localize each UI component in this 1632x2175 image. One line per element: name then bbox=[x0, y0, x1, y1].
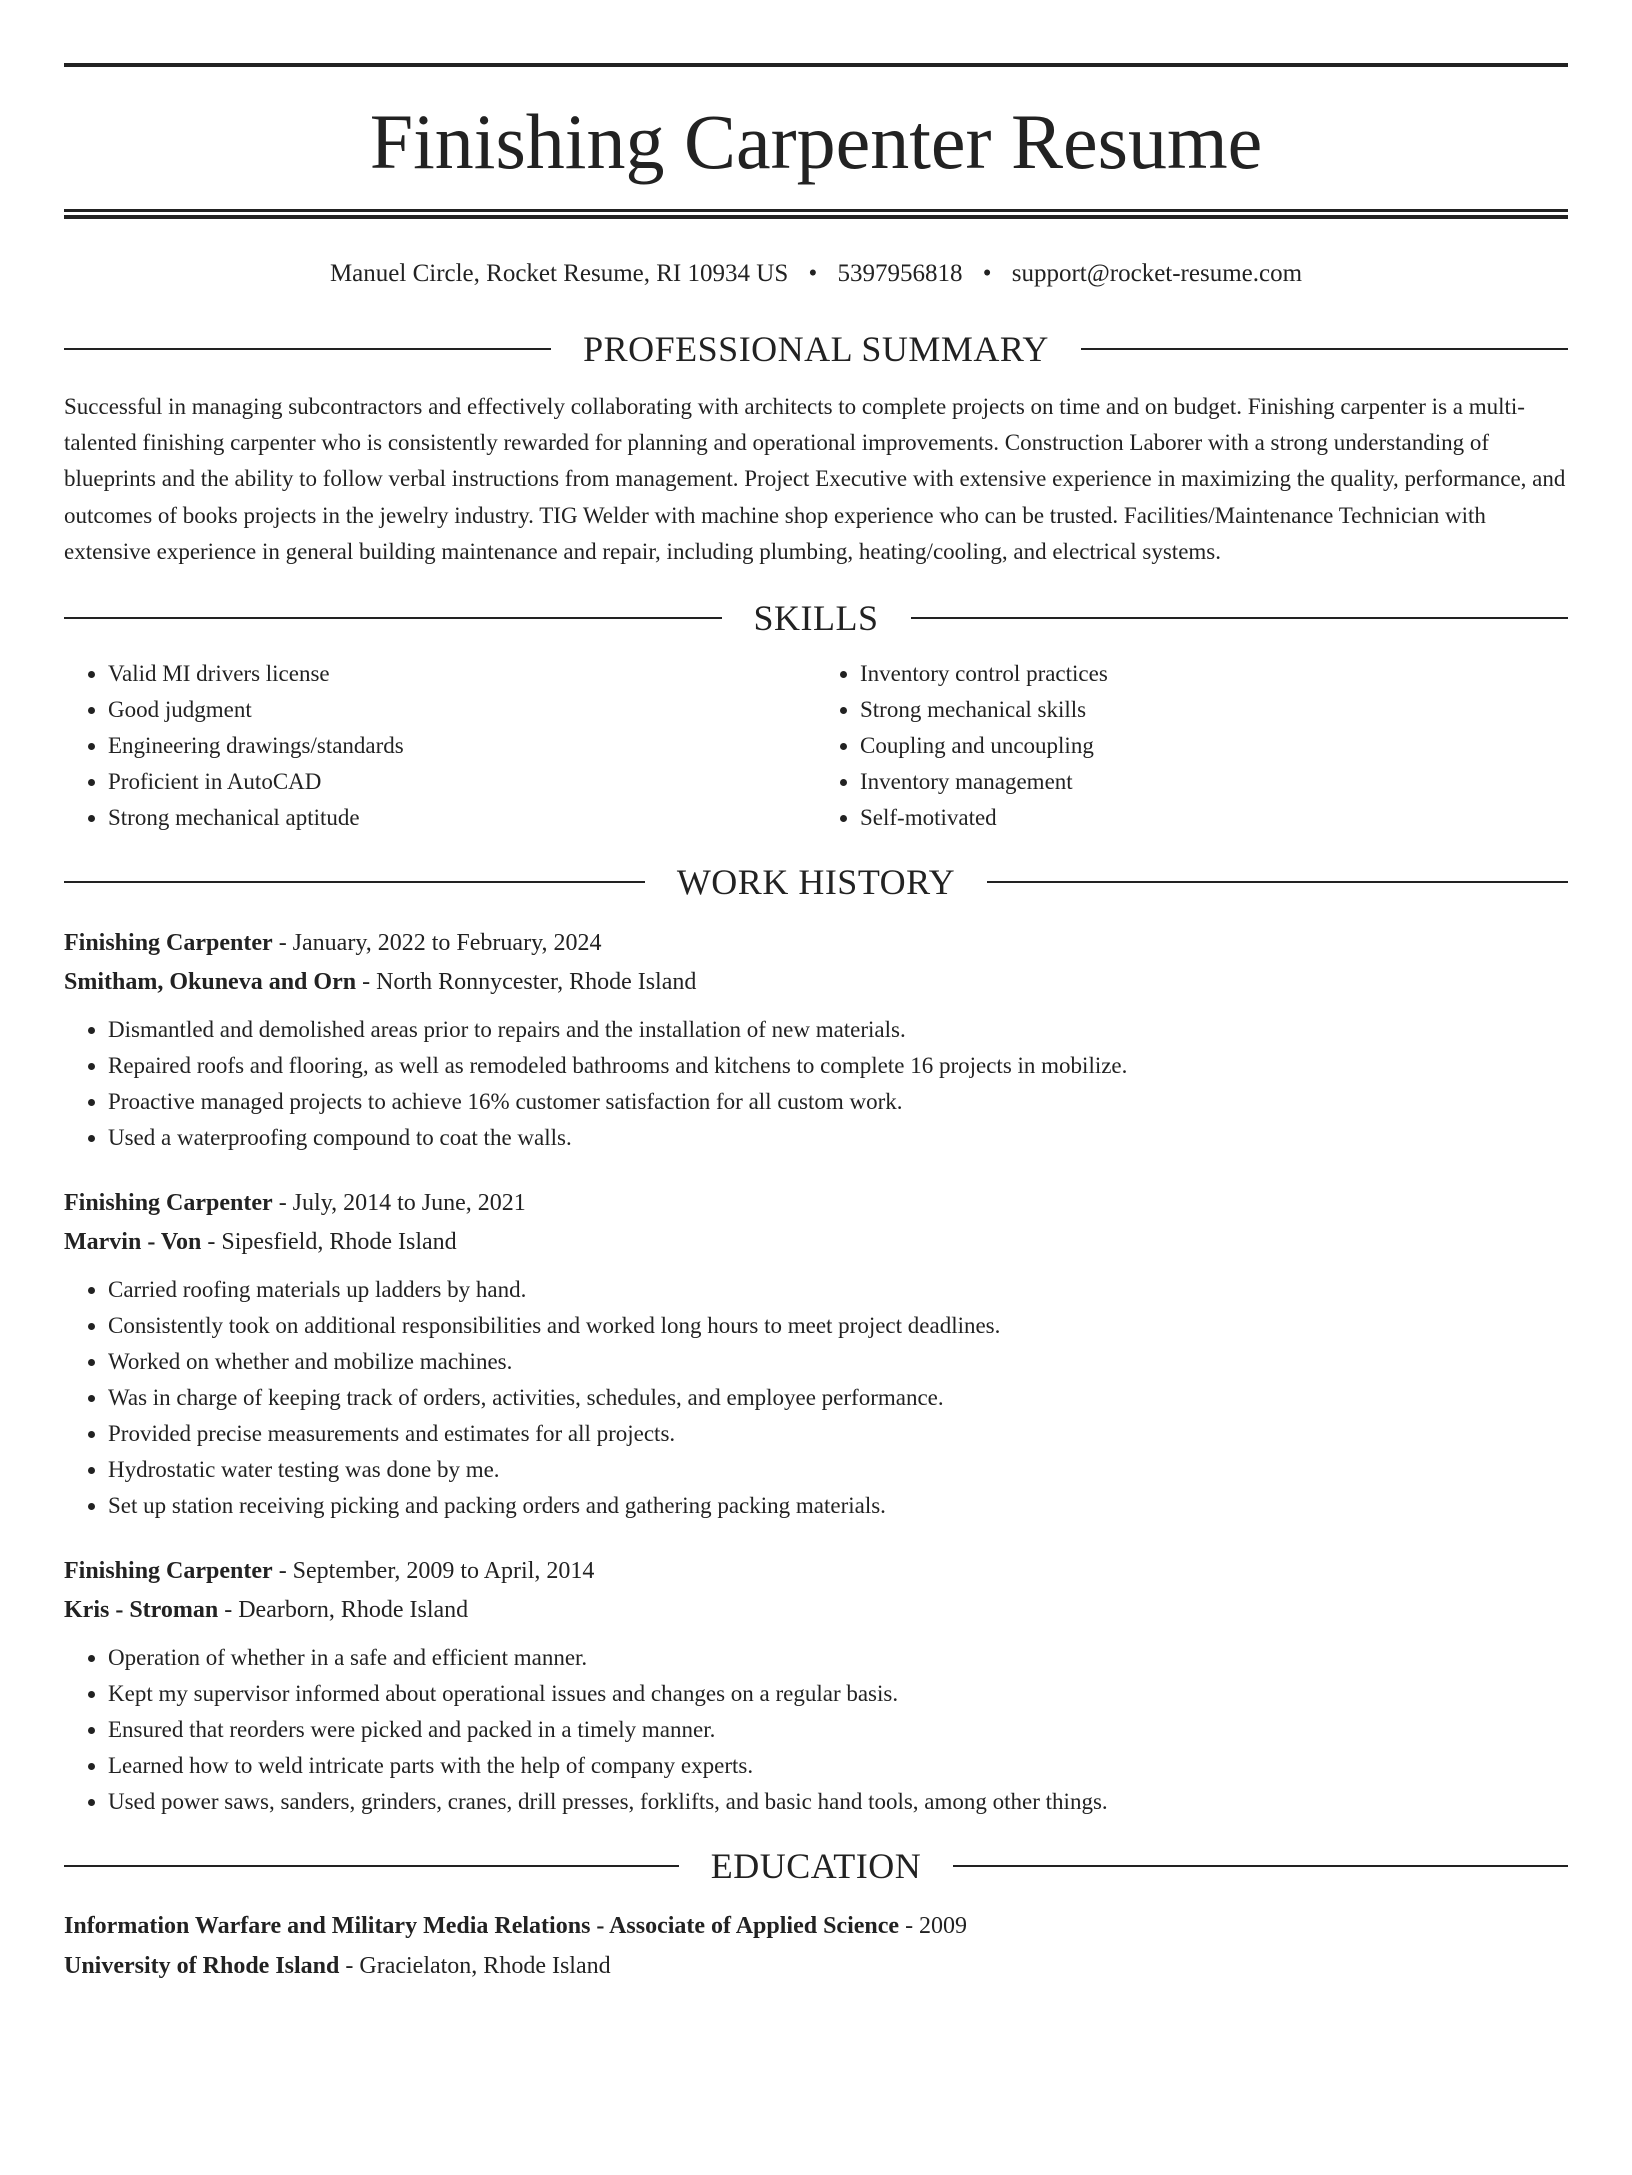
education-year: - 2009 bbox=[899, 1913, 968, 1940]
skill-item: • Inventory control practices bbox=[860, 656, 1568, 692]
skill-item: • Inventory management bbox=[860, 764, 1568, 800]
job-dates: - September, 2009 to April, 2014 bbox=[272, 1558, 595, 1585]
skills-list bbox=[64, 656, 1568, 836]
section-rule bbox=[987, 881, 1568, 883]
section-rule bbox=[953, 1865, 1568, 1867]
resume-page bbox=[0, 63, 1632, 2175]
section-rule bbox=[1081, 348, 1568, 350]
skill-item: • Good judgment bbox=[108, 692, 816, 728]
contact-separator: • bbox=[982, 260, 992, 287]
education-school-line bbox=[64, 1946, 1568, 1986]
job-title-line bbox=[64, 924, 1568, 963]
job-dates: - July, 2014 to June, 2021 bbox=[272, 1190, 526, 1217]
education-degree-line bbox=[64, 1906, 1568, 1946]
job-bullet: • Ensured that reorders were picked and packed in a timely manner. bbox=[108, 1712, 1568, 1748]
section-rule bbox=[64, 617, 722, 619]
job-entry bbox=[64, 1552, 1568, 1820]
job-title-line bbox=[64, 1184, 1568, 1223]
title-double-rule bbox=[64, 209, 1568, 219]
job-dates: - January, 2022 to February, 2024 bbox=[272, 930, 602, 957]
section-rule bbox=[64, 1865, 679, 1867]
section-rule bbox=[64, 348, 551, 350]
skills-column-left bbox=[64, 656, 816, 836]
job-company: Smitham, Okuneva and Orn bbox=[64, 969, 357, 996]
job-company: Marvin - Von bbox=[64, 1229, 202, 1256]
contact-email: support@rocket-resume.com bbox=[1011, 260, 1303, 287]
job-bullet: • Dismantled and demolished areas prior to repairs and the installation of new materials. bbox=[108, 1012, 1568, 1048]
section-rule bbox=[911, 617, 1569, 619]
contact-phone: 5397956818 bbox=[837, 260, 963, 287]
contact-address: Manuel Circle, Rocket Resume, RI 10934 US bbox=[329, 260, 789, 287]
section-header-education bbox=[64, 1840, 1568, 1892]
job-bullet: • Kept my supervisor informed about operational issues and changes on a regular basis. bbox=[108, 1676, 1568, 1712]
section-header-skills bbox=[64, 592, 1568, 644]
job-role: Finishing Carpenter bbox=[64, 1558, 273, 1585]
job-bullet: • Set up station receiving picking and packing orders and gathering packing materials. bbox=[108, 1488, 1568, 1524]
skill-item: • Strong mechanical aptitude bbox=[108, 800, 816, 836]
skill-item: • Engineering drawings/standards bbox=[108, 728, 816, 764]
skill-item: • Strong mechanical skills bbox=[860, 692, 1568, 728]
job-company-line bbox=[64, 963, 1568, 1002]
job-bullets bbox=[64, 1012, 1568, 1156]
job-bullet: • Was in charge of keeping track of orders, activities, schedules, and employee performance. bbox=[108, 1380, 1568, 1416]
job-role: Finishing Carpenter bbox=[64, 930, 273, 957]
job-bullet: • Consistently took on additional responsibilities and worked long hours to meet project deadlines. bbox=[108, 1308, 1568, 1344]
skill-item: • Coupling and uncoupling bbox=[860, 728, 1568, 764]
skill-item: • Proficient in AutoCAD bbox=[108, 764, 816, 800]
contact-separator: • bbox=[808, 260, 818, 287]
job-bullet: • Operation of whether in a safe and efficient manner. bbox=[108, 1640, 1568, 1676]
skills-column-right bbox=[816, 656, 1568, 836]
section-title-skills: SKILLS bbox=[753, 598, 879, 639]
job-role: Finishing Carpenter bbox=[64, 1190, 273, 1217]
top-rule bbox=[64, 63, 1568, 67]
section-title-work: WORK HISTORY bbox=[676, 862, 956, 903]
job-location: - Sipesfield, Rhode Island bbox=[201, 1229, 457, 1256]
job-bullet: • Provided precise measurements and estimates for all projects. bbox=[108, 1416, 1568, 1452]
job-bullet: • Learned how to weld intricate parts with the help of company experts. bbox=[108, 1748, 1568, 1784]
job-bullet: • Proactive managed projects to achieve 16% customer satisfaction for all custom work. bbox=[108, 1084, 1568, 1120]
job-company-line bbox=[64, 1223, 1568, 1262]
job-title-line bbox=[64, 1552, 1568, 1591]
page-title: Finishing Carpenter Resume bbox=[369, 98, 1263, 185]
section-header-work bbox=[64, 856, 1568, 908]
job-entry bbox=[64, 1184, 1568, 1524]
job-location: - Dearborn, Rhode Island bbox=[218, 1597, 469, 1624]
skill-item: • Valid MI drivers license bbox=[108, 656, 816, 692]
job-bullet: • Carried roofing materials up ladders by hand. bbox=[108, 1272, 1568, 1308]
job-bullet: • Repaired roofs and flooring, as well as remodeled bathrooms and kitchens to complete 16 projects in mobilize. bbox=[108, 1048, 1568, 1084]
contact-line bbox=[64, 255, 1568, 293]
education-entry bbox=[64, 1906, 1568, 1986]
job-bullets bbox=[64, 1640, 1568, 1820]
education-school: University of Rhode Island bbox=[64, 1953, 340, 1980]
job-company: Kris - Stroman bbox=[64, 1597, 219, 1624]
section-header-summary bbox=[64, 323, 1568, 375]
summary-text: Successful in managing subcontractors and effectively collaborating with architects to complete projects on time and on budget. Finishing carpenter is a multi-talented finishing carpenter who is consistently rewarded for planning and operational improvements. Construction Laborer with a strong understanding of blueprints and the ability to follow verbal instructions from management. Project Executive with extensive experience in maximizing the quality, performance, and outcomes of books projects in the jewelry industry. TIG Welder with machine shop experience who can be trusted. Facilities/Maintenance Technician with extensive experience in general building maintenance and repair, including plumbing, heating/cooling, and electrical systems. bbox=[64, 394, 1566, 564]
job-bullet: • Used a waterproofing compound to coat the walls. bbox=[108, 1120, 1568, 1156]
section-title-education: EDUCATION bbox=[710, 1846, 922, 1887]
job-company-line bbox=[64, 1591, 1568, 1630]
job-entry bbox=[64, 924, 1568, 1156]
section-rule bbox=[64, 881, 645, 883]
skill-item: • Self-motivated bbox=[860, 800, 1568, 836]
job-bullet: • Worked on whether and mobilize machines. bbox=[108, 1344, 1568, 1380]
job-bullets bbox=[64, 1272, 1568, 1524]
section-title-summary: PROFESSIONAL SUMMARY bbox=[583, 329, 1049, 369]
education-location: - Gracielaton, Rhode Island bbox=[339, 1953, 611, 1980]
education-degree: Information Warfare and Military Media Relations - Associate of Applied Science bbox=[64, 1913, 900, 1940]
job-bullet: • Used power saws, sanders, grinders, cranes, drill presses, forklifts, and basic hand tools, among other things. bbox=[108, 1784, 1568, 1820]
job-bullet: • Hydrostatic water testing was done by me. bbox=[108, 1452, 1568, 1488]
job-location: - North Ronnycester, Rhode Island bbox=[356, 969, 697, 996]
